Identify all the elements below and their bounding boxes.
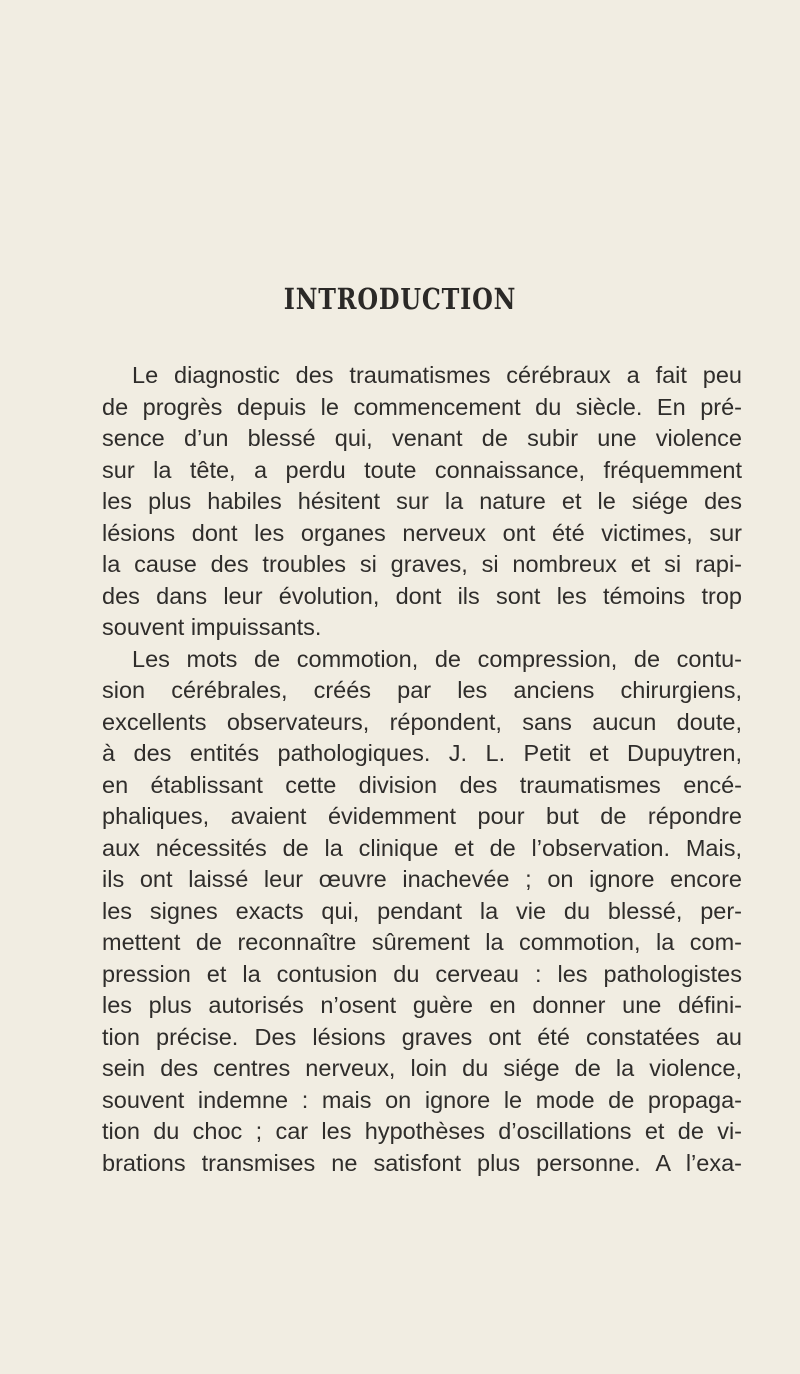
text-line: sur la tête, a perdu toute connaissance, fréquemment bbox=[102, 456, 742, 483]
text-line: Le diagnostic des traumatismes cérébraux a fait peu bbox=[132, 362, 742, 388]
text-line: tion précise. Des lésions graves ont été constatées au bbox=[102, 1023, 742, 1050]
text-line: les plus habiles hésitent sur la nature et le siége des bbox=[102, 488, 742, 514]
text-line: tion du choc ; car les hypothèses d’oscillations et de vi- bbox=[102, 1118, 742, 1144]
text-line: brations transmises ne satisfont plus personne. A l’exa- bbox=[102, 1149, 742, 1176]
text-line: sence d’un blessé qui, venant de subir une violence bbox=[102, 425, 742, 451]
text-line: sion cérébrales, créés par les anciens chirurgiens, bbox=[102, 677, 742, 703]
text-line: des dans leur évolution, dont ils sont les témoins trop bbox=[102, 582, 742, 609]
chapter-title: INTRODUCTION bbox=[283, 282, 517, 316]
text-line: les signes exacts qui, pendant la vie du blessé, per- bbox=[102, 897, 742, 924]
text-line: de progrès depuis le commencement du siècle. En pré- bbox=[102, 393, 742, 420]
text-line: ils ont laissé leur œuvre inachevée ; on ignore encore bbox=[102, 866, 742, 892]
text-line: Les mots de commotion, de compression, de contu- bbox=[132, 645, 742, 672]
text-line: mettent de reconnaître sûrement la commotion, la com- bbox=[102, 929, 742, 955]
text-line: aux nécessités de la clinique et de l’observation. Mais, bbox=[102, 834, 742, 861]
text-line: à des entités pathologiques. J. L. Petit et Dupuytren, bbox=[102, 740, 742, 766]
text-line: lésions dont les organes nerveux ont été victimes, sur bbox=[102, 519, 742, 546]
text-line: en établissant cette division des traumatismes encé- bbox=[102, 771, 742, 798]
text-line: la cause des troubles si graves, si nombreux et si rapi- bbox=[102, 551, 742, 577]
text-line: les plus autorisés n’osent guère en donner une défini- bbox=[102, 992, 742, 1018]
text-line: pression et la contusion du cerveau : les pathologistes bbox=[102, 960, 742, 987]
body-text bbox=[102, 360, 742, 1179]
text-line: phaliques, avaient évidemment pour but de répondre bbox=[102, 803, 742, 829]
text-line: excellents observateurs, répondent, sans aucun doute, bbox=[102, 708, 742, 735]
text-line: souvent indemne : mais on ignore le mode de propaga- bbox=[102, 1086, 742, 1113]
text-line: souvent impuissants. bbox=[102, 614, 322, 640]
text-line: sein des centres nerveux, loin du siége de la violence, bbox=[102, 1055, 742, 1081]
